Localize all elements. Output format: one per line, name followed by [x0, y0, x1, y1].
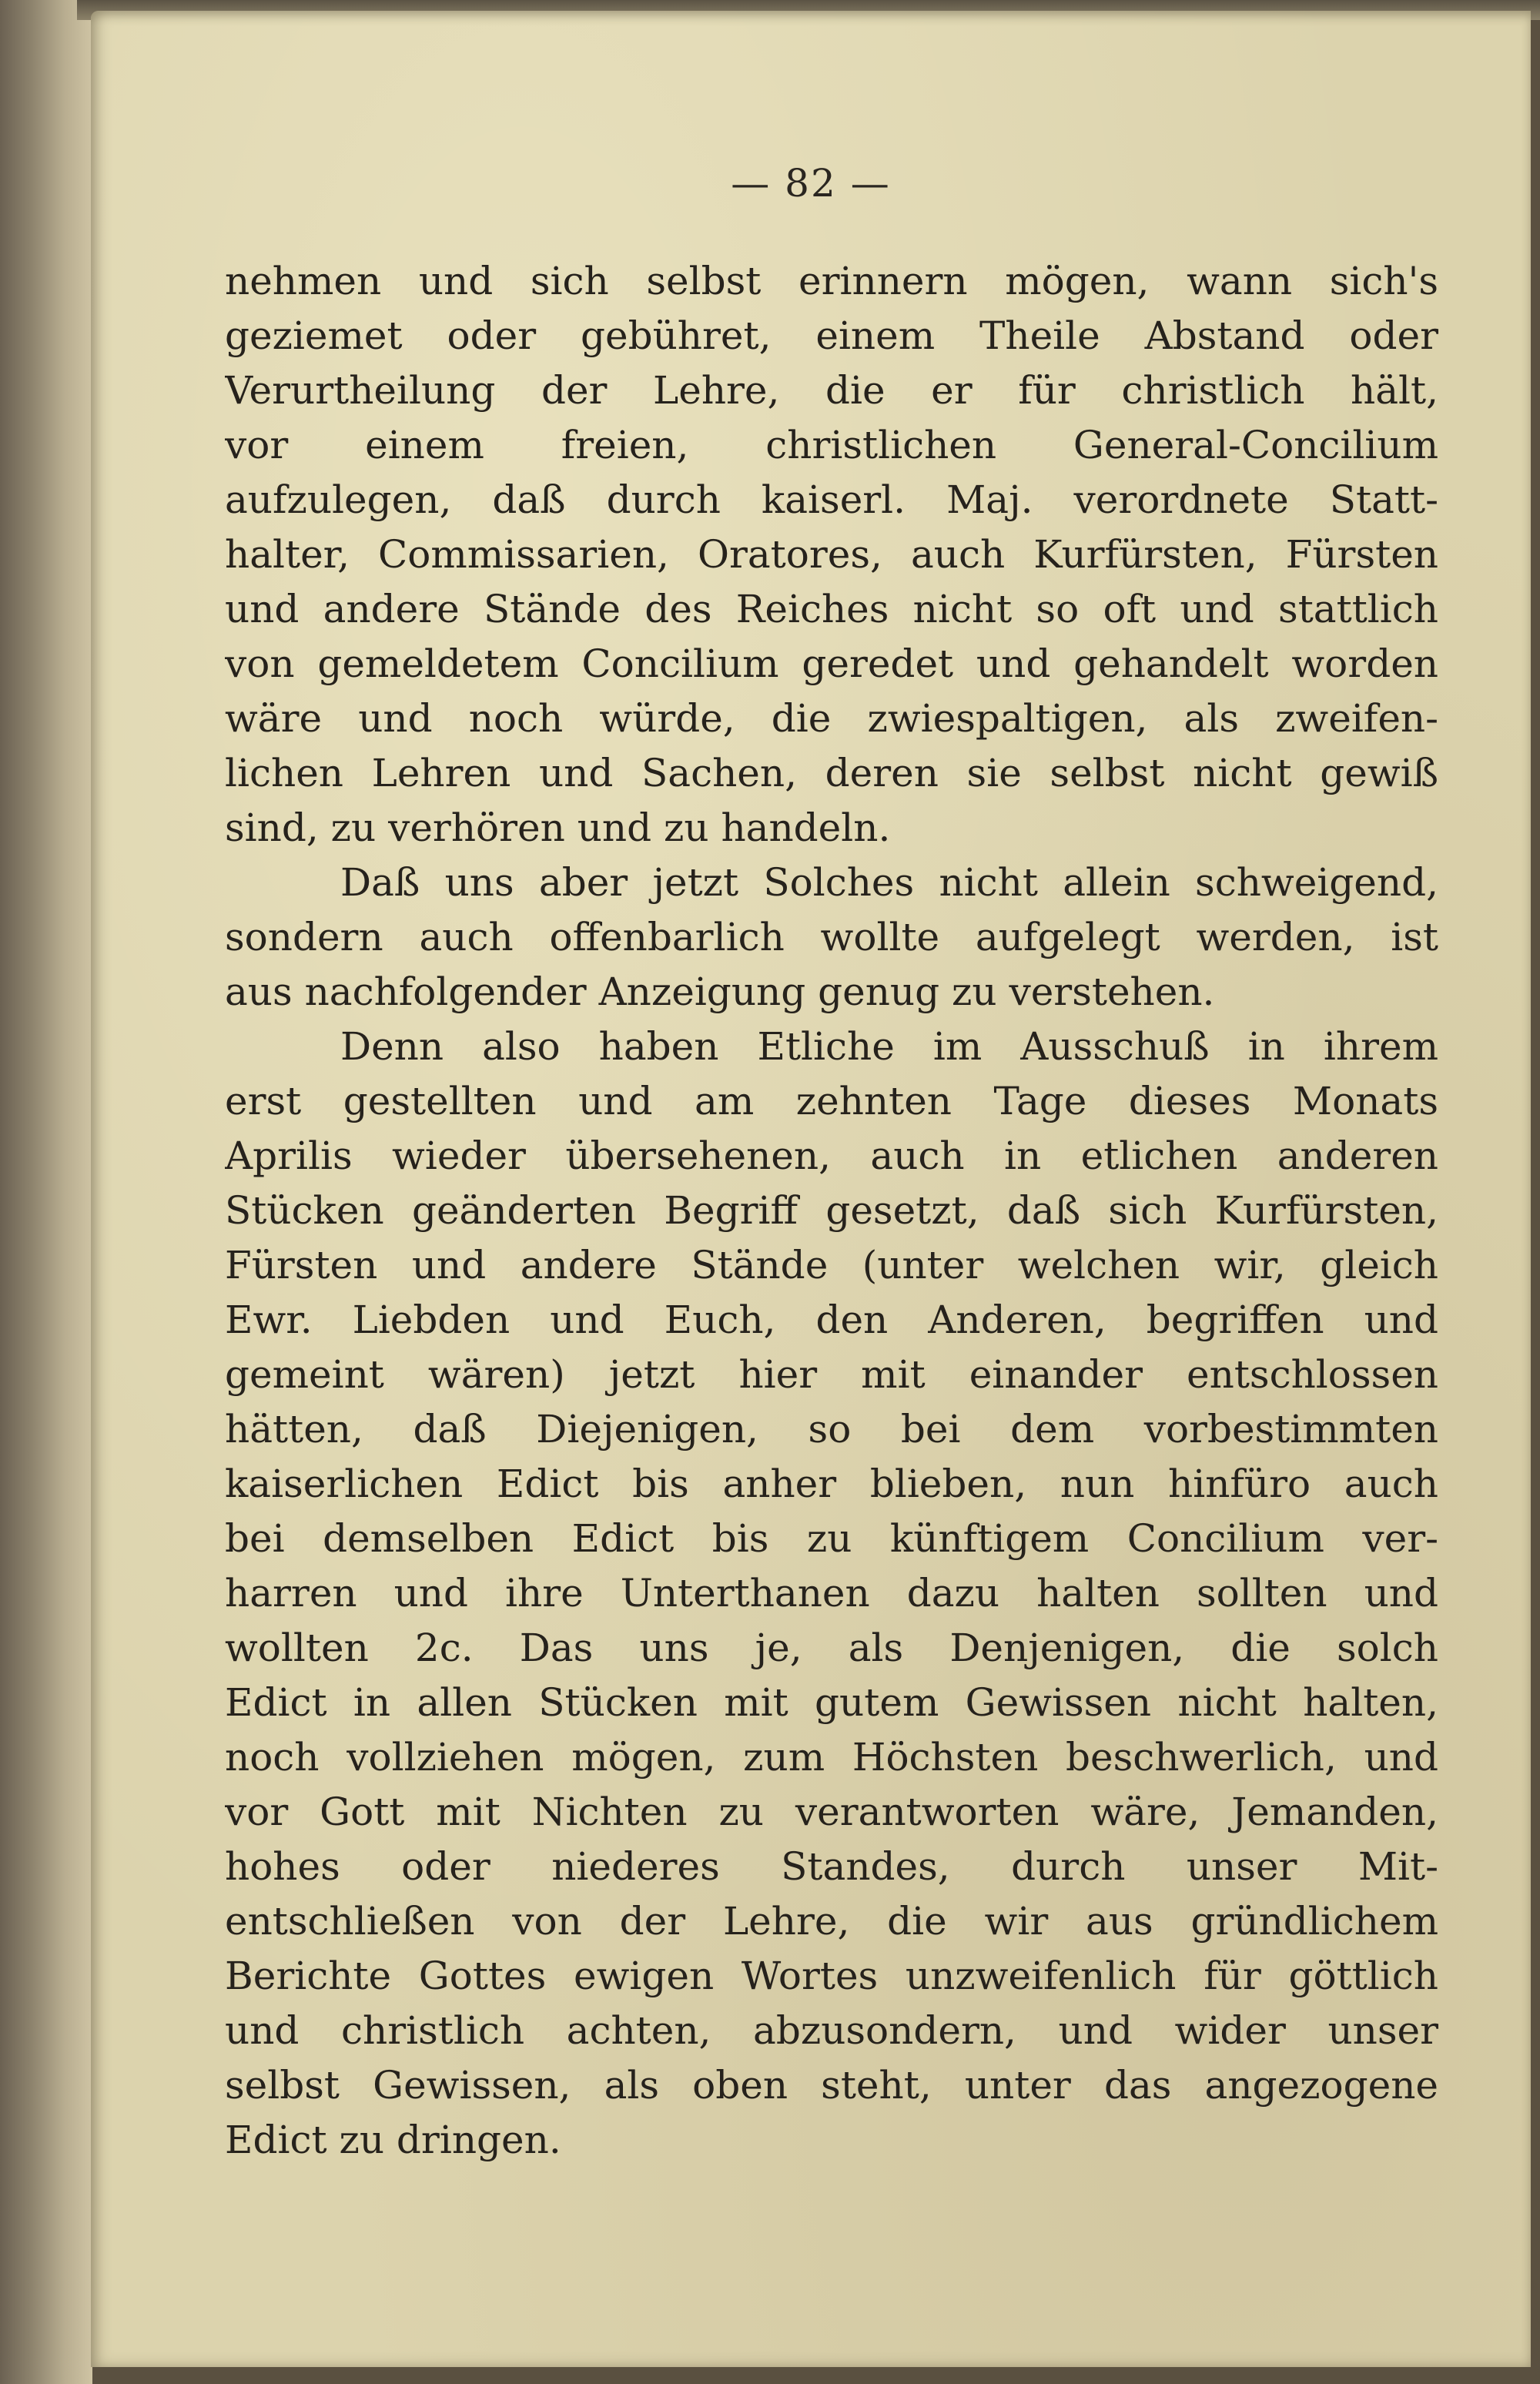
page-body — [225, 254, 1438, 2168]
text-line: vor einem freien, christlichen General-Concilium — [225, 423, 1438, 467]
text-line: Stücken geänderten Begriff gesetzt, daß sich Kurfürsten, — [225, 1188, 1438, 1233]
text-line: hohes oder niederes Standes, durch unser Mit- — [225, 1844, 1438, 1889]
text-line: von gemeldetem Concilium geredet und gehandelt worden — [225, 641, 1438, 686]
text-line: hätten, daß Diejenigen, so bei dem vorbestimmten — [225, 1407, 1438, 1451]
text-line: Fürsten und andere Stände (unter welchen wir, gleich — [225, 1243, 1438, 1287]
text-line: Verurtheilung der Lehre, die er für christlich hält, — [225, 368, 1438, 413]
paragraph-3 — [225, 1020, 1438, 2168]
page-number: — 82 — — [731, 161, 891, 206]
text-line: Edict zu dringen. — [225, 2118, 561, 2162]
text-line: und christlich achten, abzusondern, und wider unser — [225, 2008, 1438, 2053]
text-line: Edict in allen Stücken mit gutem Gewissen nicht halten, — [225, 1680, 1438, 1725]
text-line: und andere Stände des Reiches nicht so oft und stattlich — [225, 587, 1438, 631]
text-line: wäre und noch würde, die zwiespaltigen, als zweifen- — [225, 696, 1438, 741]
text-line: entschließen von der Lehre, die wir aus gründlichem — [225, 1899, 1438, 1944]
text-line: gemeint wären) jetzt hier mit einander entschlossen — [225, 1352, 1438, 1397]
text-line: sind, zu verhören und zu handeln. — [225, 805, 891, 850]
text-line: kaiserlichen Edict bis anher blieben, nun hinfüro auch — [225, 1462, 1438, 1506]
text-line: nehmen und sich selbst erinnern mögen, wann sich's — [225, 259, 1438, 303]
text-line: bei demselben Edict bis zu künftigem Concilium ver- — [225, 1516, 1438, 1561]
text-line: noch vollziehen mögen, zum Höchsten beschwerlich, und — [225, 1735, 1438, 1780]
text-line: aus nachfolgender Anzeigung genug zu verstehen. — [225, 969, 1215, 1014]
text-line: vor Gott mit Nichten zu verantworten wäre, Jemanden, — [225, 1790, 1438, 1834]
text-line: erst gestellten und am zehnten Tage dieses Monats — [225, 1079, 1438, 1123]
text-line: aufzulegen, daß durch kaiserl. Maj. verordnete Statt- — [225, 477, 1438, 522]
text-line: halter, Commissarien, Oratores, auch Kurfürsten, Fürsten — [225, 532, 1438, 577]
text-line: selbst Gewissen, als oben steht, unter das angezogene — [225, 2063, 1438, 2108]
text-line: Ewr. Liebden und Euch, den Anderen, begriffen und — [225, 1297, 1438, 1342]
text-line: Aprilis wieder übersehenen, auch in etlichen anderen — [225, 1133, 1438, 1178]
text-line: Daß uns aber jetzt Solches nicht allein schweigend, — [340, 860, 1438, 905]
text-line: geziemet oder gebühret, einem Theile Abstand oder — [225, 313, 1438, 358]
text-line: sondern auch offenbarlich wollte aufgelegt werden, ist — [225, 915, 1438, 959]
text-line: lichen Lehren und Sachen, deren sie selbst nicht gewiß — [225, 751, 1438, 795]
paragraph-1 — [225, 254, 1438, 855]
text-line: wollten 2c. Das uns je, als Denjenigen, die solch — [225, 1626, 1438, 1670]
text-line: Denn also haben Etliche im Ausschuß in ihrem — [340, 1024, 1438, 1069]
paragraph-2 — [225, 855, 1438, 1020]
text-line: Berichte Gottes ewigen Wortes unzweifenlich für göttlich — [225, 1954, 1438, 1998]
text-line: harren und ihre Unterthanen dazu halten sollten und — [225, 1571, 1438, 1616]
book-edge-left — [0, 0, 92, 2384]
